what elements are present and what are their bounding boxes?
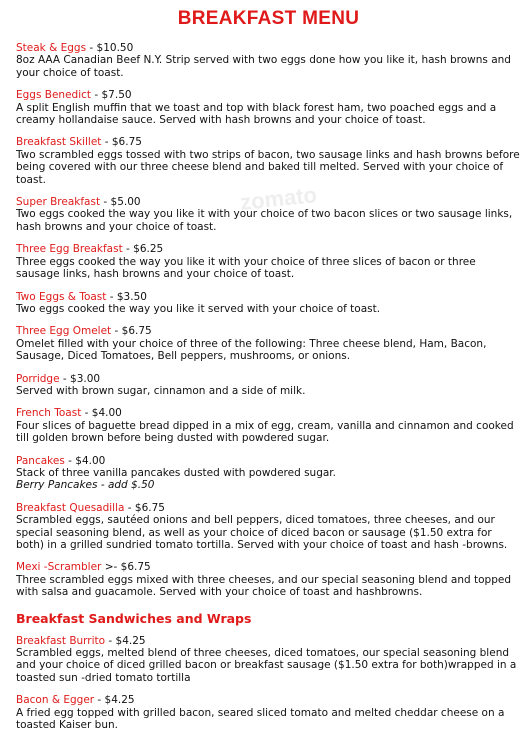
watermark: zomato [238,182,319,215]
item-header [16,407,521,419]
item-price: - $4.25 [94,694,135,707]
item-header [16,325,521,337]
item-header [16,243,521,255]
item-description: Served with brown sugar, cinnamon and a side of milk. [16,384,306,397]
menu-item [16,89,521,126]
item-price: - $6.75 [111,325,152,338]
item-header [16,136,521,148]
item-name: Porridge [16,372,60,385]
item-price: - $4.25 [105,634,146,647]
item-name: Super Breakfast [16,196,101,209]
item-name: French Toast [16,407,82,420]
item-description: Two scrambled eggs tossed with two strips of bacon, two sausage links and hash browns before being covered with our three cheese blend and baked till melted. Served with your choice of toast. [16,148,520,186]
item-price: - $7.50 [91,89,132,102]
item-header [16,635,521,647]
item-name: Mexi -Scrambler [16,561,102,574]
item-price: >- $6.75 [101,561,151,574]
menu-item [16,136,521,186]
item-name: Three Egg Breakfast [16,243,123,256]
item-name: Steak & Eggs [16,42,87,54]
menu-item [16,291,521,316]
item-header [16,291,521,303]
item-description: Three eggs cooked the way you like it with your choice of three slices of bacon or three sausage links, hash browns and your choice of toast. [16,255,476,281]
item-description: A fried egg topped with grilled bacon, seared sliced tomato and melted cheddar cheese on a toasted Kaiser bun. [16,706,505,731]
item-description: Two eggs cooked the way you like it with your choice of two bacon slices or two sausage links, hash browns and your choice of toast. [16,208,513,233]
item-name: Two Eggs & Toast [16,290,107,303]
menu-item [16,455,521,492]
item-note: Berry Pancakes - add $.50 [16,479,155,492]
item-price: - $6.75 [101,136,142,149]
menu-item [16,42,521,79]
item-header [16,89,521,101]
item-price: - $10.50 [86,42,134,54]
item-price: - $6.25 [122,243,164,256]
menu-item [16,407,521,444]
item-description: Four slices of baguette bread dipped in a mix of egg, cream, vanilla and cinnamon and cooked till golden brown before being dusted with powdered sugar. [16,419,514,445]
item-price: - $5.00 [100,196,141,209]
page-title: BREAKFAST MENU [177,8,360,29]
item-header [16,373,521,385]
item-description: Three scrambled eggs mixed with three cheeses, and our special seasoning blend and topped with salsa and guacamole. Served with your choice of toast and hashbrowns. [16,573,512,599]
item-description: 8oz AAA Canadian Beef N.Y. Strip served with two eggs done how you like it, hash browns and your choice of toast. [16,54,511,79]
item-description: Omelet filled with your choice of three of the following: Three cheese blend, Ham, Bacon, Sausage, Diced Tomatoes, Bell peppers, mushrooms, or onions. [16,337,487,363]
item-name: Breakfast Burrito [16,634,106,647]
item-price: - $3.50 [106,290,147,303]
item-header [16,42,521,54]
menu-item [16,561,521,598]
item-name: Bacon & Egger [16,694,95,707]
item-name: Breakfast Skillet [16,136,102,149]
item-description: Stack of three vanilla pancakes dusted with powdered sugar. [16,466,336,479]
menu-item [16,502,521,552]
menu-item [16,325,521,362]
item-header [16,455,521,467]
item-description: A split English muffin that we toast and top with black forest ham, two poached eggs and a creamy hollandaise sauce. Served with hash browns and your choice of toast. [16,101,497,127]
item-description: Scrambled eggs, sautéed onions and bell peppers, diced tomatoes, three cheeses, and our special seasoning blend, as well as your choice of diced bacon or sausage ($1.50 extra for both) in a grilled sundried tomato tortilla. Served with your choice of toast and hash -browns. [16,514,508,551]
item-description: Scrambled eggs, melted blend of three cheeses, diced tomatoes, our special seasoning blend and your choice of diced grilled bacon or breakfast sausage ($1.50 extra for both)wrapped in a toasted sun -dried tomato tortilla [16,647,517,684]
section-heading: Breakfast Sandwiches and Wraps [16,610,252,626]
menu-item [16,635,521,685]
item-header [16,561,521,573]
menu-item [16,243,521,280]
menu-item [16,196,521,233]
item-price: - $4.00 [64,454,106,467]
item-price: - $3.00 [59,372,101,385]
item-price: - $6.75 [124,501,165,514]
item-name: Breakfast Quesadilla [16,501,125,514]
item-name: Three Egg Omelet [16,325,112,338]
item-name: Eggs Benedict [16,89,92,102]
item-description: Two eggs cooked the way you like it served with your choice of toast. [16,302,381,315]
item-header [16,694,521,706]
item-header [16,502,521,514]
item-header [16,196,521,208]
menu-item [16,373,521,398]
item-price: - $4.00 [81,407,122,420]
item-name: Pancakes [16,454,65,467]
